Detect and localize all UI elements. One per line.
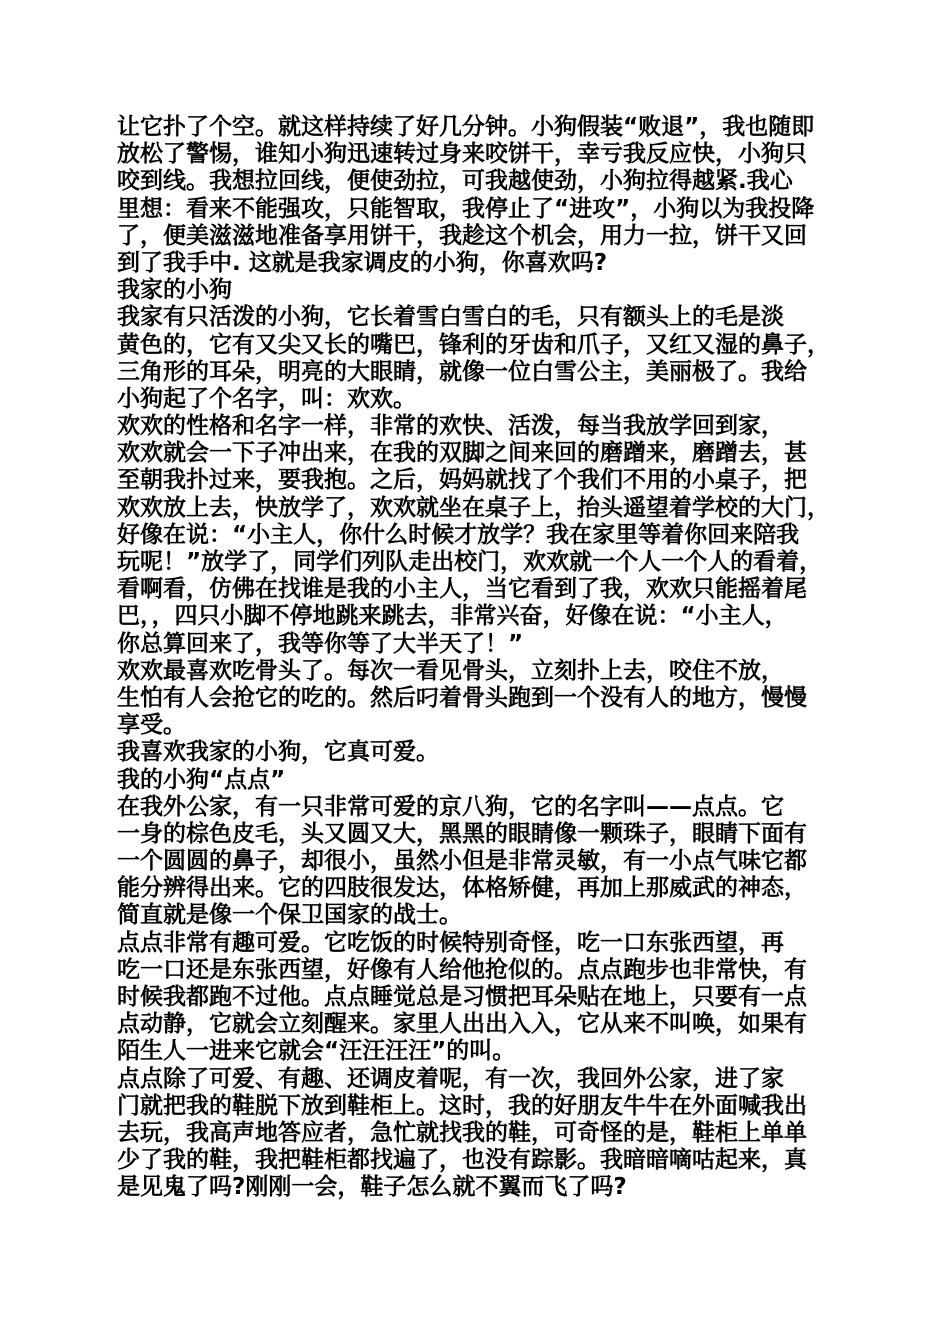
section-heading: 我家的小狗 xyxy=(117,277,232,304)
text-line: 看啊看，仿佛在找谁是我的小主人，当它看到了我，欢欢只能摇着尾 xyxy=(117,576,807,603)
text-line: 欢欢就会一下子冲出来，在我的双脚之间来回的磨蹭来，磨蹭去，甚 xyxy=(117,440,807,467)
text-line: 咬到线。我想拉回线，便使劲拉，可我越使劲，小狗拉得越紧.我心 xyxy=(117,168,793,195)
text-line: 三角形的耳朵，明亮的大眼睛，就像一位白雪公主，美丽极了。我给 xyxy=(117,358,807,385)
text-line: 你总算回来了，我等你等了大半天了！” xyxy=(117,630,524,657)
text-line: 门就把我的鞋脱下放到鞋柜上。这时，我的好朋友牛牛在外面喊我出 xyxy=(117,1092,807,1119)
text-line: 是见鬼了吗?刚刚一会，鞋子怎么就不翼而飞了吗? xyxy=(117,1174,627,1201)
text-line: 欢欢的性格和名字一样，非常的欢快、活泼，每当我放学回到家， xyxy=(117,413,784,440)
text-line: 放松了警惕，谁知小狗迅速转过身来咬饼干，幸亏我反应快，小狗只 xyxy=(117,141,807,168)
text-line: 能分辨得出来。它的四肢很发达，体格矫健，再加上那威武的神态， xyxy=(117,875,807,902)
text-line: 吃一口还是东张西望，好像有人给他抢似的。点点跑步也非常快，有 xyxy=(117,956,807,983)
text-line: 一身的棕色皮毛，头又圆又大，黑黑的眼睛像一颗珠子，眼睛下面有 xyxy=(117,820,807,847)
text-line: 了，便美滋滋地准备享用饼干，我趁这个机会，用力一拉，饼干又回 xyxy=(117,222,807,249)
text-line: 黄色的，它有又尖又长的嘴巴，锋利的牙齿和爪子，又红又湿的鼻子， xyxy=(117,331,830,358)
text-line: 点点非常有趣可爱。它吃饭的时候特别奇怪，吃一口东张西望，再 xyxy=(117,929,784,956)
text-line: 好像在说：“小主人，你什么时候才放学？我在家里等着你回来陪我 xyxy=(117,521,800,548)
text-line: 在我外公家，有一只非常可爱的京八狗，它的名字叫——点点。它 xyxy=(117,793,784,820)
text-line: 玩呢！”放学了，同学们列队走出校门，欢欢就一个人一个人的看着， xyxy=(117,549,823,575)
section-heading: 我的小狗“点点” xyxy=(117,766,286,793)
text-line: 到了我手中. 这就是我家调皮的小狗，你喜欢吗? xyxy=(117,249,608,276)
text-line: 点动静，它就会立刻醒来。家里人出出入入，它从来不叫唤，如果有 xyxy=(117,1011,807,1038)
text-line: 我家有只活泼的小狗，它长着雪白雪白的毛，只有额头上的毛是淡 xyxy=(117,304,784,331)
text-line: 让它扑了个空。就这样持续了好几分钟。小狗假装“败退”，我也随即 xyxy=(117,114,815,140)
text-line: 至朝我扑过来，要我抱。之后，妈妈就找了个我们不用的小桌子，把 xyxy=(117,467,807,494)
text-line: 我喜欢我家的小狗，它真可爱。 xyxy=(117,739,439,766)
text-line: 享受。 xyxy=(117,712,186,739)
text-line: 巴，，四只小脚不停地跳来跳去，非常兴奋，好像在说：“小主人， xyxy=(117,603,788,630)
text-line: 时候我都跑不过他。点点睡觉总是习惯把耳朵贴在地上，只要有一点 xyxy=(117,984,807,1010)
text-line: 欢欢最喜欢吃骨头了。每次一看见骨头，立刻扑上去，咬住不放， xyxy=(117,657,784,684)
text-line: 一个圆圆的鼻子，却很小，虽然小但是非常灵敏，有一小点气味它都 xyxy=(117,848,807,875)
essay-text xyxy=(117,114,847,1202)
text-line: 欢欢放上去，快放学了，欢欢就坐在桌子上，抬头遥望着学校的大门， xyxy=(117,494,830,521)
text-line: 去玩，我高声地答应者，急忙就找我的鞋，可奇怪的是，鞋柜上单单 xyxy=(117,1119,807,1146)
text-line: 生怕有人会抢它的吃的。然后叼着骨头跑到一个没有人的地方，慢慢 xyxy=(117,684,807,711)
text-line: 点点除了可爱、有趣、还调皮着呢，有一次，我回外公家，进了家 xyxy=(117,1065,784,1092)
text-line: 少了我的鞋，我把鞋柜都找遍了，也没有踪影。我暗暗嘀咕起来，真 xyxy=(117,1147,807,1174)
text-line: 简直就是像一个保卫国家的战士。 xyxy=(117,902,462,929)
text-line: 小狗起了个名字，叫：欢欢。 xyxy=(117,385,416,412)
text-line: 里想：看来不能强攻，只能智取，我停止了“进攻”，小狗以为我投降 xyxy=(117,195,815,222)
text-line: 陌生人一进来它就会“汪汪汪汪”的叫。 xyxy=(117,1038,516,1065)
